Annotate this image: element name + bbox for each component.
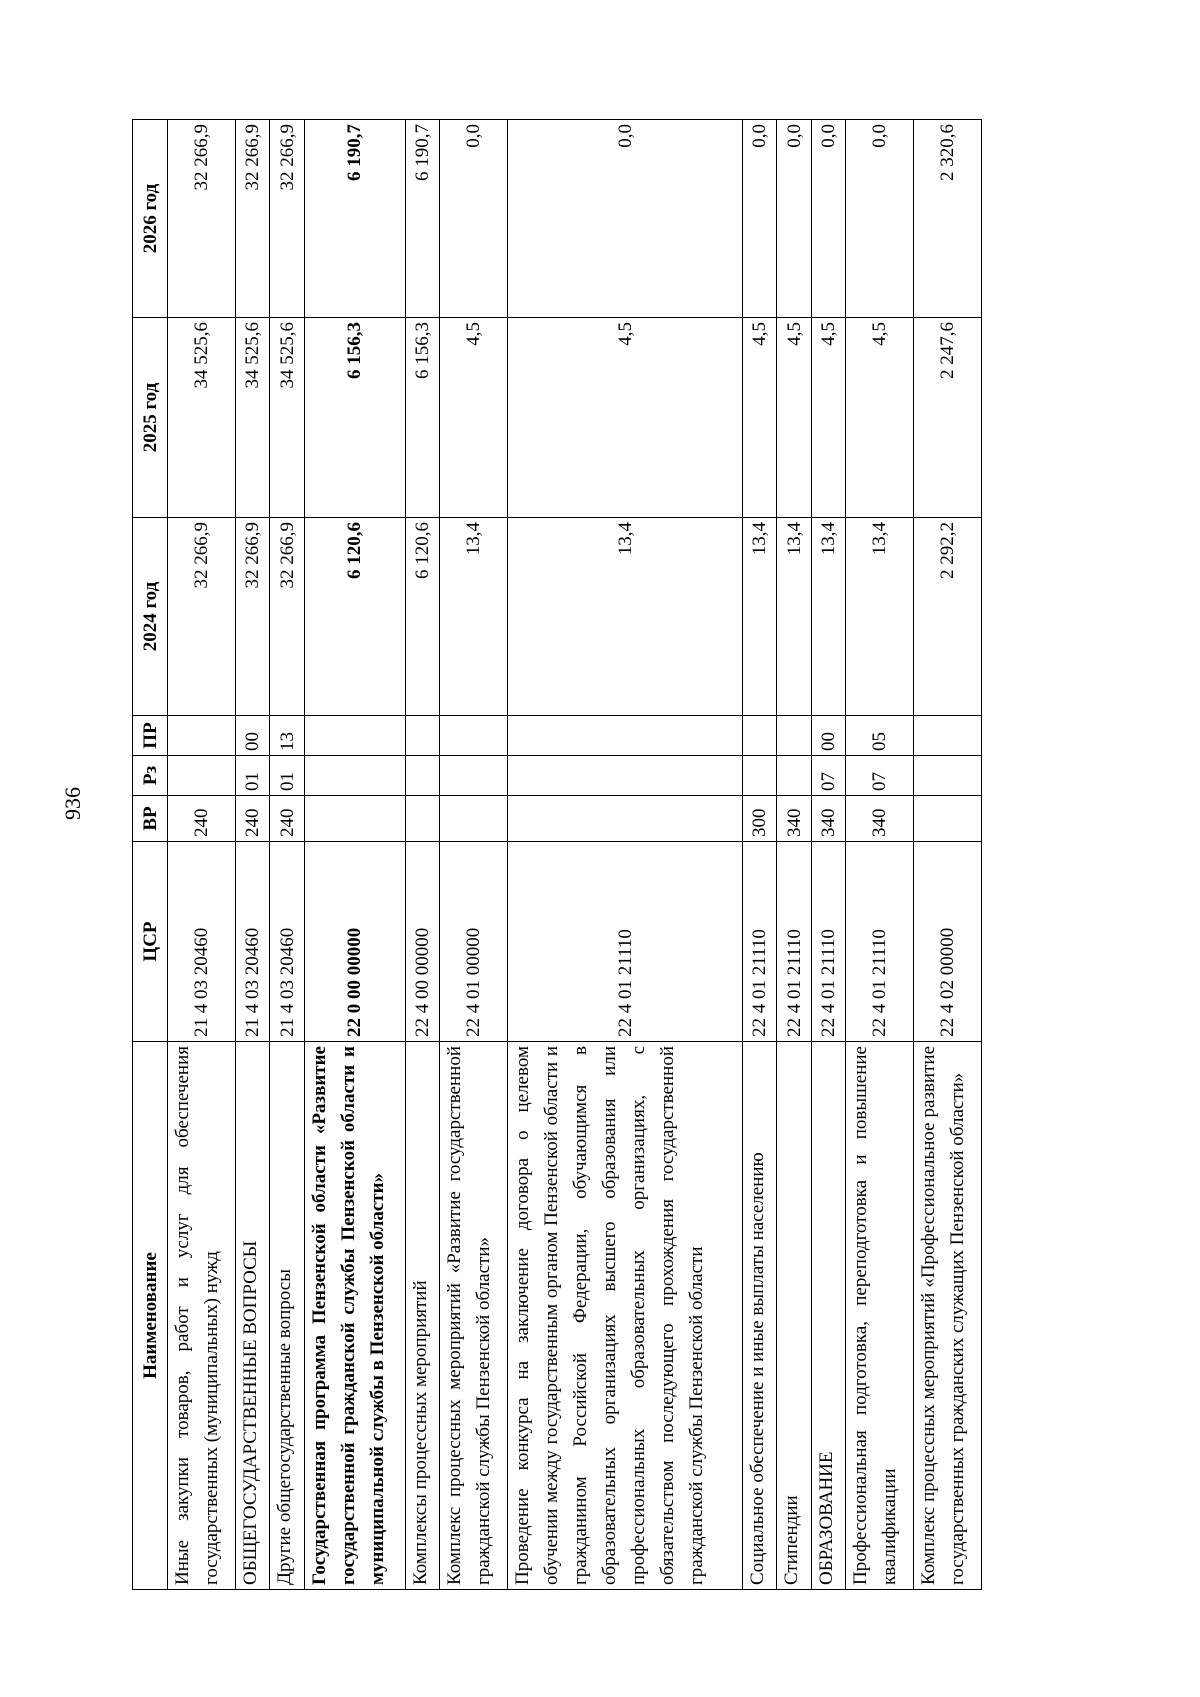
- cell-2024: 6 120,6: [405, 518, 439, 716]
- header-2025: 2025 год: [133, 318, 168, 518]
- table-row: [304, 120, 405, 1590]
- cell-csr: 22 4 00 00000: [405, 842, 439, 1042]
- cell-2025: 4,5: [742, 318, 776, 518]
- cell-vr: [508, 796, 743, 842]
- cell-rz: [405, 756, 439, 796]
- cell-2026: 0,0: [440, 120, 508, 318]
- cell-name: Комплекс процессных мероприятий «Развитие государственной гражданской службы Пензенской области»: [440, 1042, 508, 1590]
- cell-vr: 240: [168, 796, 236, 842]
- cell-2025: 4,5: [846, 318, 914, 518]
- table-row: [742, 120, 776, 1590]
- cell-2026: 32 266,9: [270, 120, 304, 318]
- cell-rz: 07: [846, 756, 914, 796]
- cell-2024: 2 292,2: [914, 518, 982, 716]
- table-row: [811, 120, 845, 1590]
- table-row: [777, 120, 811, 1590]
- cell-vr: 340: [811, 796, 845, 842]
- cell-2024: 32 266,9: [270, 518, 304, 716]
- cell-2024: 13,4: [440, 518, 508, 716]
- cell-name: Комплексы процессных мероприятий: [405, 1042, 439, 1590]
- cell-pr: [168, 716, 236, 756]
- cell-pr: 05: [846, 716, 914, 756]
- cell-2025: 34 525,6: [270, 318, 304, 518]
- cell-vr: 240: [235, 796, 269, 842]
- cell-csr: 21 4 03 20460: [235, 842, 269, 1042]
- table-row: [270, 120, 304, 1590]
- cell-name: ОБЩЕГОСУДАРСТВЕННЫЕ ВОПРОСЫ: [235, 1042, 269, 1590]
- budget-table-container: [132, 120, 982, 1590]
- cell-csr: 22 4 01 21110: [742, 842, 776, 1042]
- cell-vr: 340: [846, 796, 914, 842]
- header-name: Наименование: [133, 1042, 168, 1590]
- table-body: [168, 120, 982, 1590]
- cell-2026: 32 266,9: [235, 120, 269, 318]
- cell-rz: [168, 756, 236, 796]
- table-row: [914, 120, 982, 1590]
- cell-vr: 300: [742, 796, 776, 842]
- cell-rz: [777, 756, 811, 796]
- table-row: [508, 120, 743, 1590]
- cell-2025: 6 156,3: [304, 318, 405, 518]
- cell-vr: [405, 796, 439, 842]
- cell-2026: 0,0: [811, 120, 845, 318]
- cell-rz: 01: [235, 756, 269, 796]
- cell-2024: 32 266,9: [168, 518, 236, 716]
- cell-2026: 6 190,7: [405, 120, 439, 318]
- cell-2024: 13,4: [777, 518, 811, 716]
- cell-2025: 4,5: [811, 318, 845, 518]
- cell-vr: 340: [777, 796, 811, 842]
- budget-table: [132, 119, 982, 1590]
- cell-name: Другие общегосударственные вопросы: [270, 1042, 304, 1590]
- cell-vr: [440, 796, 508, 842]
- cell-pr: 00: [235, 716, 269, 756]
- header-pr: ПР: [133, 716, 168, 756]
- cell-csr: 21 4 03 20460: [270, 842, 304, 1042]
- cell-rz: [914, 756, 982, 796]
- cell-2026: 0,0: [742, 120, 776, 318]
- cell-2026: 0,0: [846, 120, 914, 318]
- cell-csr: 22 4 01 21110: [846, 842, 914, 1042]
- cell-name: Проведение конкурса на заключение договора о целевом обучении между государственным органом Пензенской области и гражданином Российской Федерации, обучающимся в образовательных организациях высшего образования или профессиональных образовательных организациях, с обязательством последующего прохождения государственной гражданской службы Пензенской области: [508, 1042, 743, 1590]
- cell-2025: 4,5: [440, 318, 508, 518]
- cell-rz: [440, 756, 508, 796]
- cell-pr: [742, 716, 776, 756]
- page-number: 936: [60, 787, 85, 820]
- cell-2024: 32 266,9: [235, 518, 269, 716]
- cell-pr: [440, 716, 508, 756]
- cell-2024: 13,4: [508, 518, 743, 716]
- cell-2024: 13,4: [811, 518, 845, 716]
- table-row: [846, 120, 914, 1590]
- cell-pr: [304, 716, 405, 756]
- cell-name: Иные закупки товаров, работ и услуг для обеспечения государственных (муниципальных) нужд: [168, 1042, 236, 1590]
- header-2024: 2024 год: [133, 518, 168, 716]
- cell-name: ОБРАЗОВАНИЕ: [811, 1042, 845, 1590]
- cell-rz: [508, 756, 743, 796]
- table-row: [440, 120, 508, 1590]
- cell-2025: 6 156,3: [405, 318, 439, 518]
- cell-csr: 22 0 00 00000: [304, 842, 405, 1042]
- cell-name: Комплекс процессных мероприятий «Профессиональное развитие государственных гражданских служащих Пензенской области»: [914, 1042, 982, 1590]
- table-header-row: [133, 120, 168, 1590]
- table-row: [235, 120, 269, 1590]
- cell-2026: 0,0: [777, 120, 811, 318]
- cell-2025: 4,5: [777, 318, 811, 518]
- cell-pr: [405, 716, 439, 756]
- header-rz: Рз: [133, 756, 168, 796]
- cell-2024: 6 120,6: [304, 518, 405, 716]
- cell-vr: 240: [270, 796, 304, 842]
- cell-csr: 22 4 01 00000: [440, 842, 508, 1042]
- cell-2024: 13,4: [846, 518, 914, 716]
- cell-2025: 34 525,6: [168, 318, 236, 518]
- header-csr: ЦСР: [133, 842, 168, 1042]
- cell-rz: 07: [811, 756, 845, 796]
- cell-2024: 13,4: [742, 518, 776, 716]
- header-2026: 2026 год: [133, 120, 168, 318]
- cell-csr: 22 4 01 21110: [811, 842, 845, 1042]
- cell-2026: 0,0: [508, 120, 743, 318]
- cell-2025: 2 247,6: [914, 318, 982, 518]
- cell-name: Стипендии: [777, 1042, 811, 1590]
- cell-pr: [777, 716, 811, 756]
- cell-2025: 34 525,6: [235, 318, 269, 518]
- cell-pr: [914, 716, 982, 756]
- cell-vr: [304, 796, 405, 842]
- cell-rz: 01: [270, 756, 304, 796]
- cell-name: Профессиональная подготовка, переподготовка и повышение квалификации: [846, 1042, 914, 1590]
- cell-name: Государственная программа Пензенской области «Развитие государственной гражданской службы Пензенской области и муниципальной службы в Пензенской области»: [304, 1042, 405, 1590]
- cell-2026: 2 320,6: [914, 120, 982, 318]
- cell-pr: 00: [811, 716, 845, 756]
- table-row: [168, 120, 236, 1590]
- cell-rz: [304, 756, 405, 796]
- cell-name: Социальное обеспечение и иные выплаты населению: [742, 1042, 776, 1590]
- cell-csr: 22 4 01 21110: [777, 842, 811, 1042]
- table-row: [405, 120, 439, 1590]
- cell-2026: 6 190,7: [304, 120, 405, 318]
- cell-csr: 22 4 02 00000: [914, 842, 982, 1042]
- cell-vr: [914, 796, 982, 842]
- cell-csr: 22 4 01 21110: [508, 842, 743, 1042]
- cell-csr: 21 4 03 20460: [168, 842, 236, 1042]
- header-vr: ВР: [133, 796, 168, 842]
- cell-pr: [508, 716, 743, 756]
- cell-rz: [742, 756, 776, 796]
- cell-pr: 13: [270, 716, 304, 756]
- cell-2026: 32 266,9: [168, 120, 236, 318]
- cell-2025: 4,5: [508, 318, 743, 518]
